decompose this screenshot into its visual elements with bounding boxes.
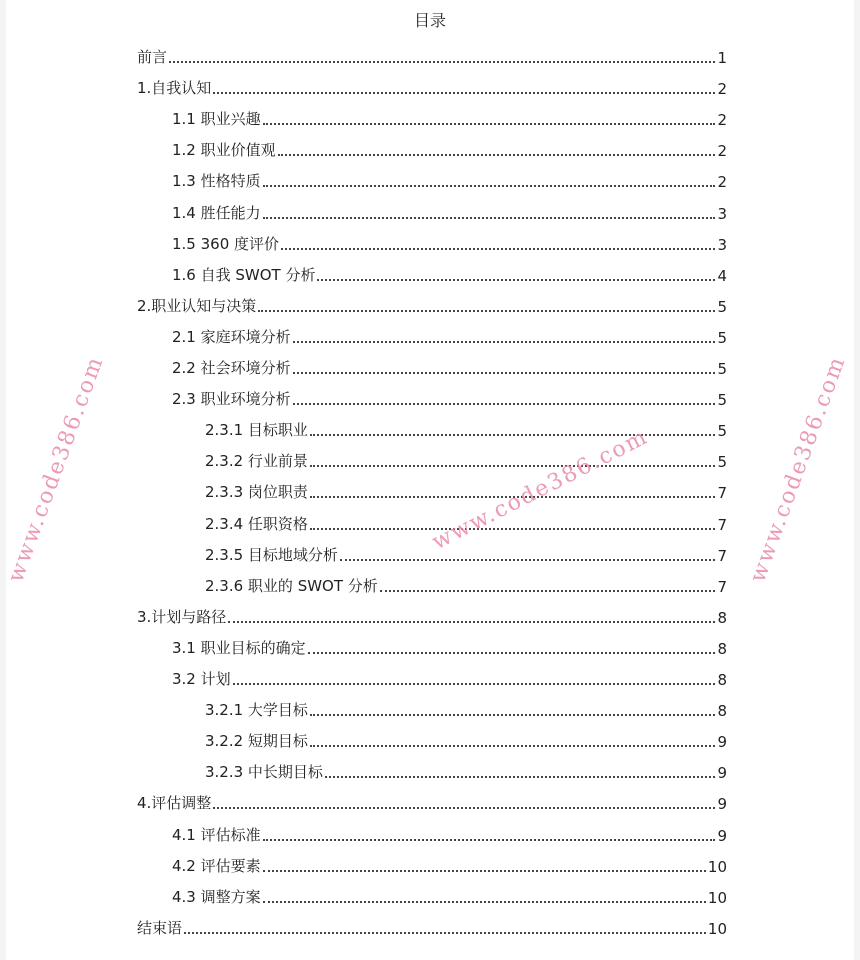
toc-page-number: 3 <box>717 235 727 254</box>
watermark: www.code386.com <box>3 352 109 586</box>
toc-entry[interactable] <box>172 317 727 347</box>
toc-page-number: 1 <box>717 49 727 67</box>
toc-entry[interactable] <box>172 255 727 285</box>
dot-leader <box>310 465 716 467</box>
toc-page-number: 5 <box>717 360 727 378</box>
toc-entry-label: 2.3.4 任职资格 <box>205 514 308 533</box>
toc-page-number: 5 <box>717 453 727 472</box>
dot-leader <box>263 901 706 903</box>
toc-entry-label: 3.2.2 短期目标 <box>205 732 308 751</box>
toc-entry-label: 2.3.5 目标地域分析 <box>205 545 338 564</box>
toc-entry-label: 1.2 职业价值观 <box>172 141 276 160</box>
toc-page-number: 5 <box>717 391 727 410</box>
dot-leader <box>308 652 716 654</box>
toc-page-number: 7 <box>717 577 727 596</box>
toc-entry[interactable] <box>172 193 727 223</box>
toc-page-number: 7 <box>717 546 727 565</box>
dot-leader <box>169 61 715 63</box>
toc-entry-label: 2.2 社会环境分析 <box>172 359 291 377</box>
toc-entry[interactable] <box>172 659 727 689</box>
toc-page-number: 3 <box>717 204 727 223</box>
toc-page-number: 2 <box>717 80 727 99</box>
dot-leader <box>213 807 715 809</box>
toc-entry-label: 1.4 胜任能力 <box>172 203 261 222</box>
dot-leader <box>293 403 716 405</box>
toc-entry-label: 4.评估调整 <box>137 794 212 813</box>
dot-leader <box>184 932 706 934</box>
dot-leader <box>293 341 716 343</box>
toc-page-number: 2 <box>717 111 727 130</box>
toc-entry-label: 前言 <box>137 48 168 66</box>
toc-page-number: 7 <box>717 484 727 503</box>
toc-entry-label: 3.2.3 中长期目标 <box>205 763 323 782</box>
toc-entry[interactable] <box>205 410 727 440</box>
toc-page-number: 5 <box>717 422 727 441</box>
toc-entry-label: 2.3.6 职业的 SWOT 分析 <box>205 576 378 595</box>
toc-entry[interactable] <box>172 815 727 845</box>
toc-page-number: 8 <box>717 702 727 721</box>
toc-entry[interactable] <box>137 597 727 627</box>
toc-entry[interactable] <box>137 783 727 813</box>
dot-leader <box>310 714 716 716</box>
toc-entry[interactable] <box>172 161 727 191</box>
toc-entry[interactable] <box>205 721 727 751</box>
toc-entry-label: 4.1 评估标准 <box>172 825 261 844</box>
toc-entry[interactable] <box>172 224 727 254</box>
toc-entry[interactable] <box>137 286 727 316</box>
toc-page-number: 7 <box>717 515 727 534</box>
toc-page-number: 8 <box>717 639 727 658</box>
dot-leader <box>228 621 715 623</box>
dot-leader <box>263 839 716 841</box>
toc-page-number: 8 <box>717 671 727 689</box>
toc-entry-label: 2.1 家庭环境分析 <box>172 327 291 346</box>
toc-entry-label: 2.3 职业环境分析 <box>172 390 291 409</box>
toc-entry[interactable] <box>172 628 727 658</box>
toc-page-number: 10 <box>707 857 727 876</box>
dot-leader <box>380 590 716 592</box>
toc-entry-label: 2.职业认知与决策 <box>137 296 257 315</box>
toc-page-number: 9 <box>717 733 727 752</box>
toc-entry-label: 1.6 自我 SWOT 分析 <box>172 265 316 284</box>
toc-page-number: 10 <box>707 919 727 938</box>
toc-entry[interactable] <box>137 37 727 67</box>
toc-entry[interactable] <box>205 752 727 782</box>
toc-entry-label: 3.2.1 大学目标 <box>205 701 308 720</box>
dot-leader <box>325 776 716 778</box>
dot-leader <box>263 217 716 219</box>
dot-leader <box>258 310 715 312</box>
toc-entry[interactable] <box>172 877 727 907</box>
toc-entry-label: 结束语 <box>137 918 183 937</box>
toc-entry-label: 3.2 计划 <box>172 670 231 688</box>
toc-page-number: 2 <box>717 173 727 192</box>
dot-leader <box>310 434 716 436</box>
dot-leader <box>317 279 715 281</box>
toc-page-number: 9 <box>717 795 727 814</box>
toc-entry[interactable] <box>172 348 727 378</box>
toc-entry-label: 2.3.1 目标职业 <box>205 421 308 440</box>
toc-entry[interactable] <box>172 130 727 160</box>
dot-leader <box>293 372 716 374</box>
toc-entry-label: 1.5 360 度评价 <box>172 234 280 253</box>
toc-entry-label: 2.3.2 行业前景 <box>205 452 308 471</box>
toc-entry-label: 1.自我认知 <box>137 79 212 98</box>
dot-leader <box>263 870 706 872</box>
toc-page-number: 9 <box>717 764 727 783</box>
toc-entry-label: 1.3 性格特质 <box>172 172 261 191</box>
toc-title: 目录 <box>413 11 446 30</box>
toc-entry[interactable] <box>172 379 727 409</box>
toc-entry[interactable] <box>172 846 727 876</box>
dot-leader <box>340 559 716 561</box>
toc-entry[interactable] <box>137 908 727 938</box>
toc-entry-label: 3.1 职业目标的确定 <box>172 638 306 657</box>
toc-entry[interactable] <box>205 472 727 502</box>
toc-page-number: 9 <box>717 826 727 845</box>
toc-page-number: 8 <box>717 608 727 627</box>
toc-entry[interactable] <box>205 566 727 596</box>
toc-entry-label: 1.1 职业兴趣 <box>172 110 261 129</box>
toc-page-number: 2 <box>717 142 727 161</box>
toc-entry[interactable] <box>205 690 727 720</box>
dot-leader <box>310 745 716 747</box>
watermark: www.code386.com <box>745 352 851 586</box>
toc-entry-label: 4.2 评估要素 <box>172 856 261 875</box>
watermark: www.code386.com <box>428 424 653 556</box>
dot-leader <box>310 528 716 530</box>
dot-leader <box>263 123 716 125</box>
dot-leader <box>213 92 715 94</box>
toc-page-number: 5 <box>717 328 727 347</box>
toc-entry[interactable] <box>172 99 727 129</box>
dot-leader <box>278 154 716 156</box>
dot-leader <box>263 185 716 187</box>
toc-page-number: 10 <box>707 888 727 907</box>
toc-entry-label: 4.3 调整方案 <box>172 887 261 906</box>
toc-entry-label: 2.3.3 岗位职责 <box>205 483 308 502</box>
dot-leader <box>281 248 715 250</box>
toc-entry-label: 3.计划与路径 <box>137 607 227 626</box>
dot-leader <box>233 683 716 685</box>
toc-page-number: 4 <box>717 266 727 285</box>
toc-page-number: 5 <box>717 297 727 316</box>
toc-entry[interactable] <box>137 68 727 98</box>
